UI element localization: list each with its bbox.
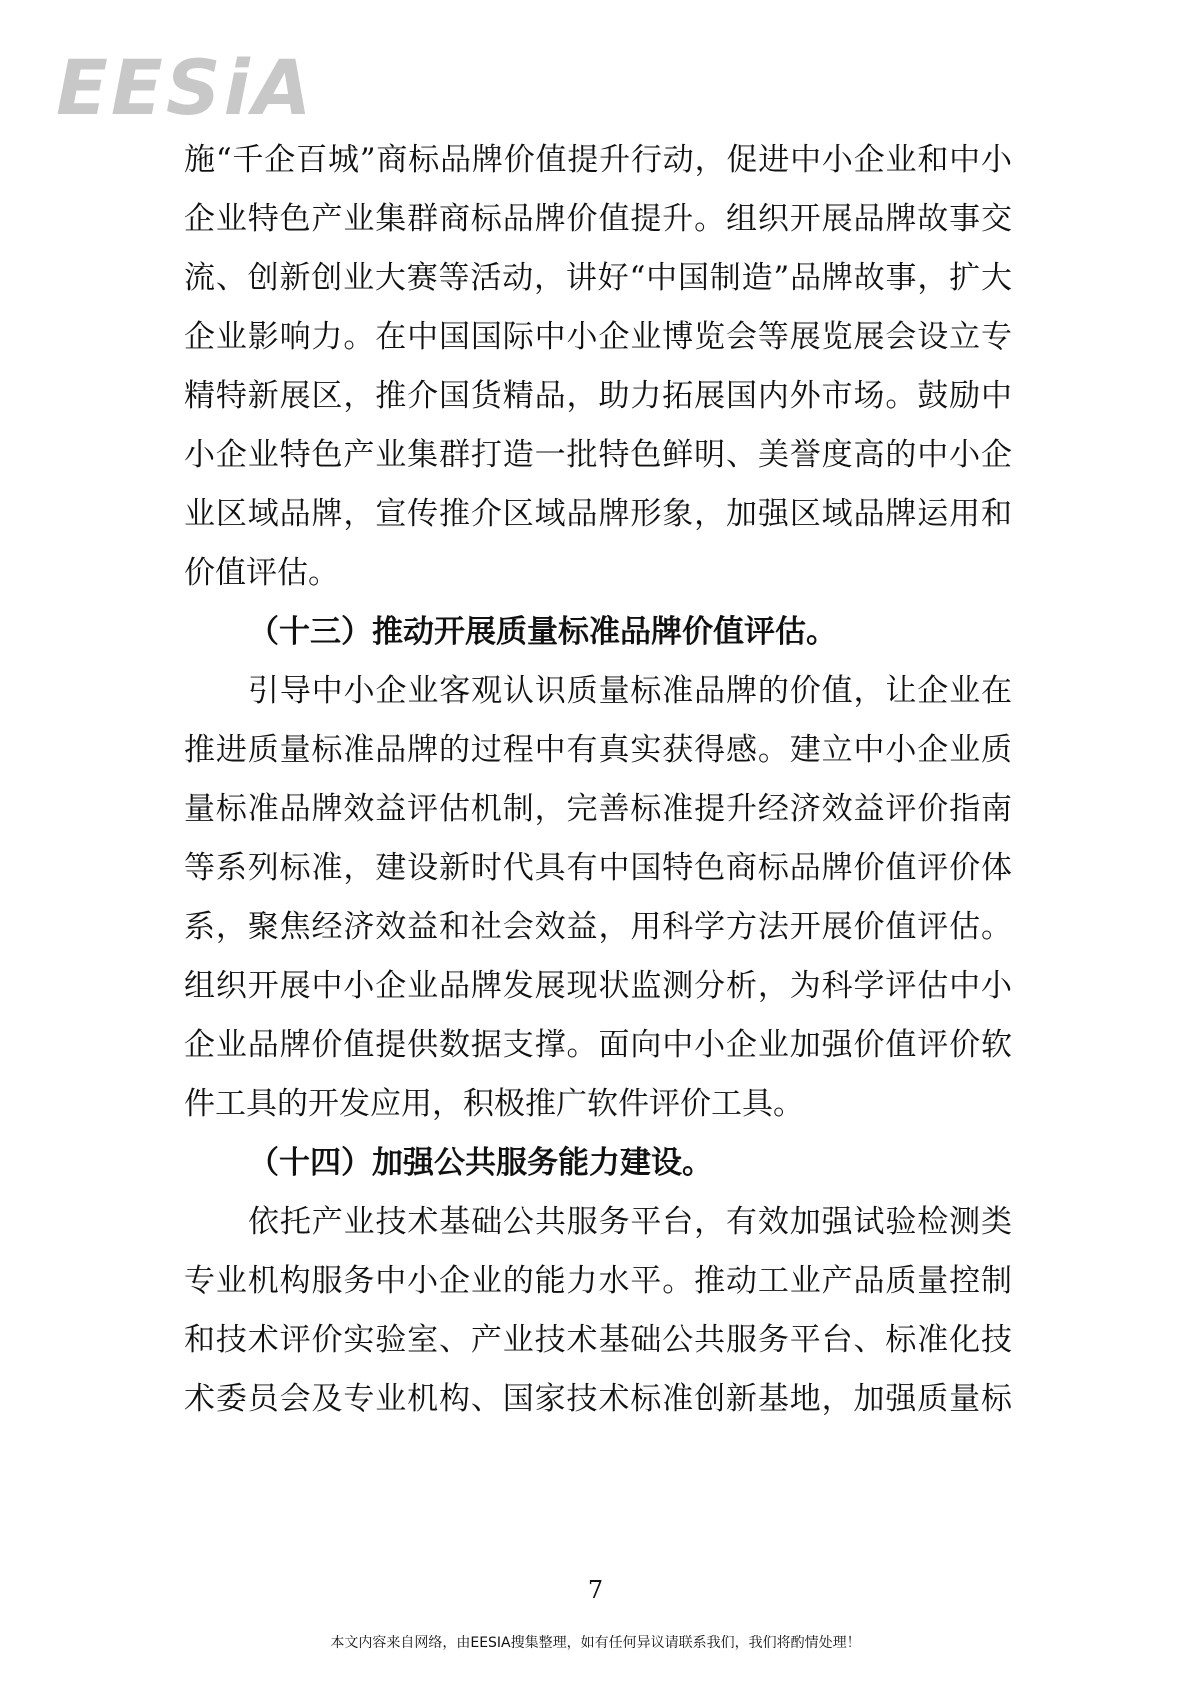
section-heading-13: （十三）推动开展质量标准品牌价值评估。	[248, 614, 837, 650]
page-number: 7	[587, 1576, 604, 1604]
body-line: 推进质量标准品牌的过程中有真实获得感。建立中小企业质	[184, 732, 1012, 768]
body-line: 等系列标准，建设新时代具有中国特色商标品牌价值评价体	[184, 850, 1012, 886]
eesia-logo: EESiA	[56, 43, 315, 132]
body-line: 精特新展区，推介国货精品，助力拓展国内外市场。鼓励中	[184, 378, 1012, 414]
section-heading-14: （十四）加强公共服务能力建设。	[248, 1145, 713, 1181]
body-line: 流、创新创业大赛等活动，讲好“中国制造”品牌故事，扩大	[184, 260, 1012, 296]
footer-disclaimer: 本文内容来自网络，由EESIA搜集整理，如有任何异议请联系我们，我们将酌情处理！	[330, 1635, 861, 1651]
body-line: 量标准品牌效益评估机制，完善标准提升经济效益评价指南	[184, 791, 1012, 827]
body-line: 组织开展中小企业品牌发展现状监测分析，为科学评估中小	[184, 968, 1012, 1004]
body-line: 和技术评价实验室、产业技术基础公共服务平台、标准化技	[184, 1322, 1012, 1358]
body-line: 术委员会及专业机构、国家技术标准创新基地，加强质量标	[184, 1381, 1012, 1417]
body-line: 专业机构服务中小企业的能力水平。推动工业产品质量控制	[184, 1263, 1012, 1299]
body-line: 施“千企百城”商标品牌价值提升行动，促进中小企业和中小	[184, 142, 1012, 178]
body-line: 价值评估。	[184, 555, 339, 591]
body-line: 引导中小企业客观认识质量标准品牌的价值，让企业在	[248, 673, 1012, 709]
body-line: 件工具的开发应用，积极推广软件评价工具。	[184, 1086, 804, 1122]
body-line: 企业特色产业集群商标品牌价值提升。组织开展品牌故事交	[184, 201, 1012, 237]
body-line: 小企业特色产业集群打造一批特色鲜明、美誉度高的中小企	[184, 437, 1012, 473]
body-line: 企业品牌价值提供数据支撑。面向中小企业加强价值评价软	[184, 1027, 1012, 1063]
body-line: 企业影响力。在中国国际中小企业博览会等展览展会设立专	[184, 319, 1012, 355]
body-line: 系，聚焦经济效益和社会效益，用科学方法开展价值评估。	[184, 909, 1012, 945]
body-line: 业区域品牌，宣传推介区域品牌形象，加强区域品牌运用和	[184, 496, 1012, 532]
body-line: 依托产业技术基础公共服务平台，有效加强试验检测类	[248, 1204, 1012, 1240]
